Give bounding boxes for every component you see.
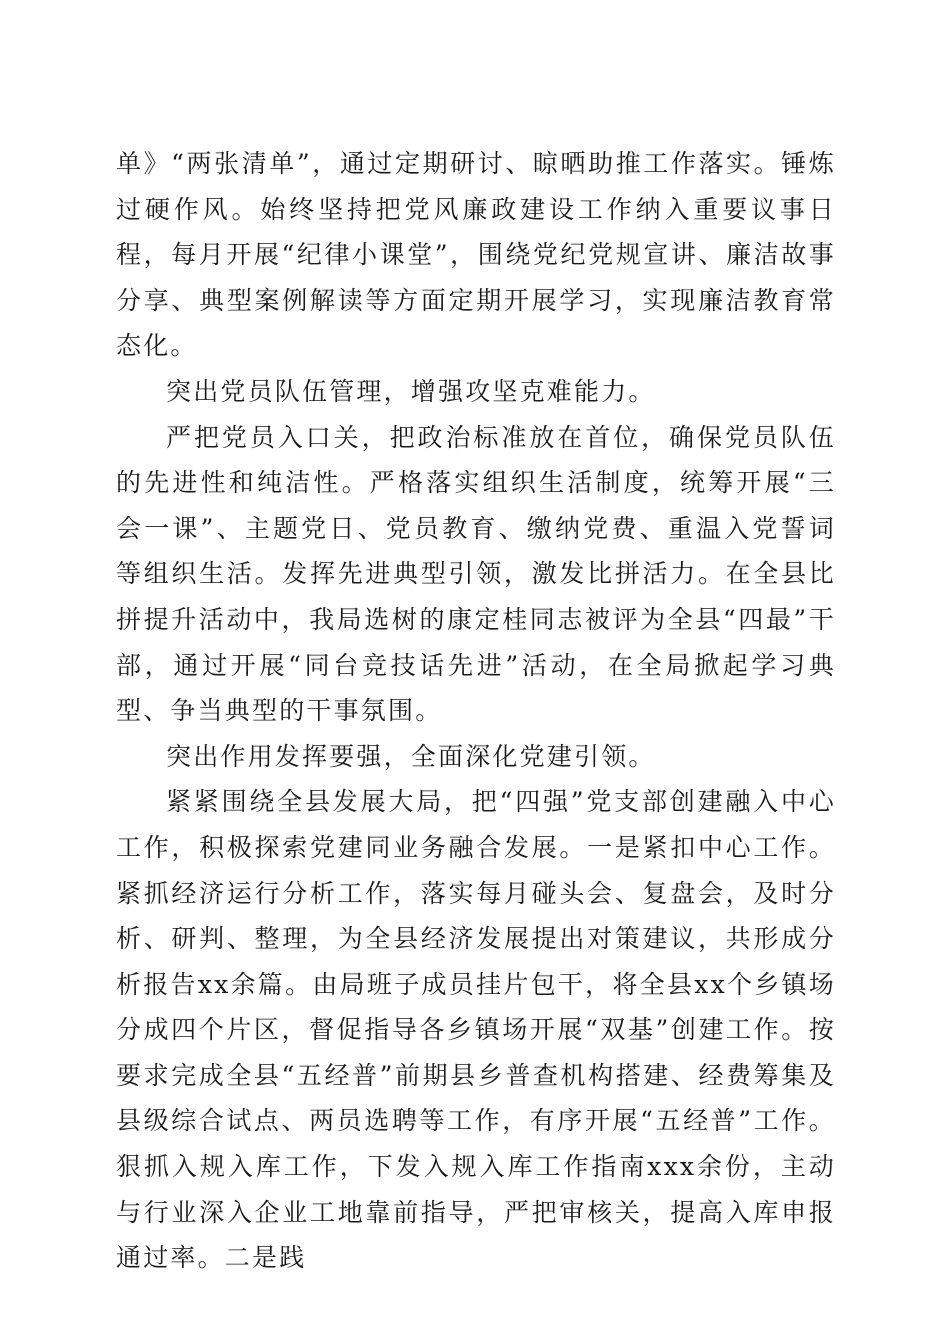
section-heading-party-member-management: 突出党员队伍管理，增强攻坚克难能力。 [166,376,656,406]
paragraph-party-leadership: 紧紧围绕全县发展大局，把“四强”党支部创建融入中心工作，积极探索党建同业务融合发展。一是紧扣中心工作。紧抓经济运行分析工作，落实每月碰头会、复盘会，及时分析、研判、整理，为全县经济发展提出对策建议，共形成分析报告xx余篇。由局班子成员挂片包干，将全县xx个乡镇场分成四个片区，督促指导各乡镇场开展“双基”创建工作。按要求完成全县“五经普”前期县乡普查机构搭建、经费筹集及县级综合试点、两员选聘等工作，有序开展“五经普”工作。狠抓入规入库工作，下发入规入库工作指南xxx余份，主动与行业深入企业工地靠前指导，严把审核关，提高入库申报通过率。二是践 [116,787,836,1273]
paragraph-continuation: 单》“两张清单”，通过定期研讨、晾晒助推工作落实。锤炼过硬作风。始终坚持把党风廉政建设工作纳入重要议事日程，每月开展“纪律小课堂”，围绕党纪党规宣讲、廉洁故事分享、典型案例解读等方面定期开展学习，实现廉洁教育常态化。 [116,149,836,361]
section-heading-party-leadership: 突出作用发挥要强，全面深化党建引领。 [166,741,656,771]
document-body [116,141,836,1281]
paragraph-party-member-management: 严把党员入口关，把政治标准放在首位，确保党员队伍的先进性和纯洁性。严格落实组织生活制度，统筹开展“三会一课”、主题党日、党员教育、缴纳党费、重温入党誓词等组织生活。发挥先进典型引领，激发比拼活力。在全县比拼提升活动中，我局选树的康定桂同志被评为全县“四最”干部，通过开展“同台竞技话先进”活动，在全局掀起学习典型、争当典型的干事氛围。 [116,422,836,726]
